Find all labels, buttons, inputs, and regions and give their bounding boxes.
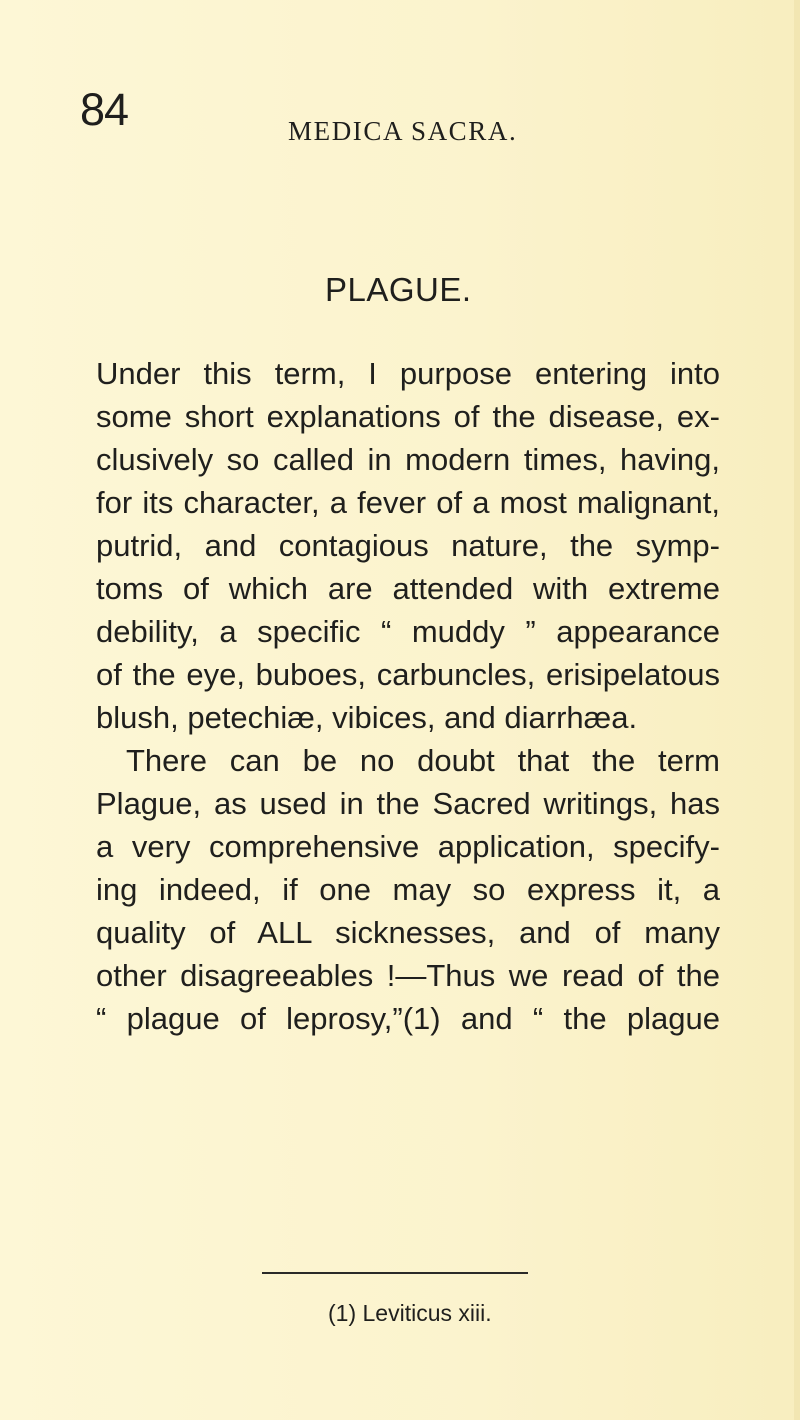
page-edge xyxy=(794,0,800,1420)
text-line: toms of which are attended with extreme xyxy=(96,571,720,606)
text-line: a very comprehensive application, specify- xyxy=(96,829,720,864)
text-line: Plague, as used in the Sacred writings, has xyxy=(96,786,720,821)
text-line: for its character, a fever of a most malignant, xyxy=(96,485,720,520)
text-line: clusively so called in modern times, having, xyxy=(96,442,720,477)
text-line: putrid, and contagious nature, the symp- xyxy=(96,528,720,563)
text-line: debility, a specific “ muddy ” appearance xyxy=(96,614,720,649)
section-title: PLAGUE. xyxy=(325,271,472,308)
text-line: quality of ALL sicknesses, and of many xyxy=(96,915,720,950)
text-line: other disagreeables !—Thus we read of the xyxy=(96,958,720,993)
text-line: blush, petechiæ, vibices, and diarrhæa. xyxy=(96,700,638,735)
text-line: some short explanations of the disease, ex- xyxy=(96,399,720,434)
text-line: “ plague of leprosy,”(1) and “ the plague xyxy=(96,1001,720,1036)
text-line: ing indeed, if one may so express it, a xyxy=(96,872,720,907)
text-line: Under this term, I purpose entering into xyxy=(96,356,720,391)
footnote: (1) Leviticus xiii. xyxy=(328,1300,492,1326)
footnote-rule xyxy=(262,1272,528,1274)
body-text xyxy=(96,352,720,1040)
text-line: There can be no doubt that the term xyxy=(126,743,720,778)
text-line: of the eye, buboes, carbuncles, erisipelatous xyxy=(96,657,720,692)
page-number: 84 xyxy=(80,84,129,135)
running-head: MEDICA SACRA. xyxy=(288,116,518,146)
